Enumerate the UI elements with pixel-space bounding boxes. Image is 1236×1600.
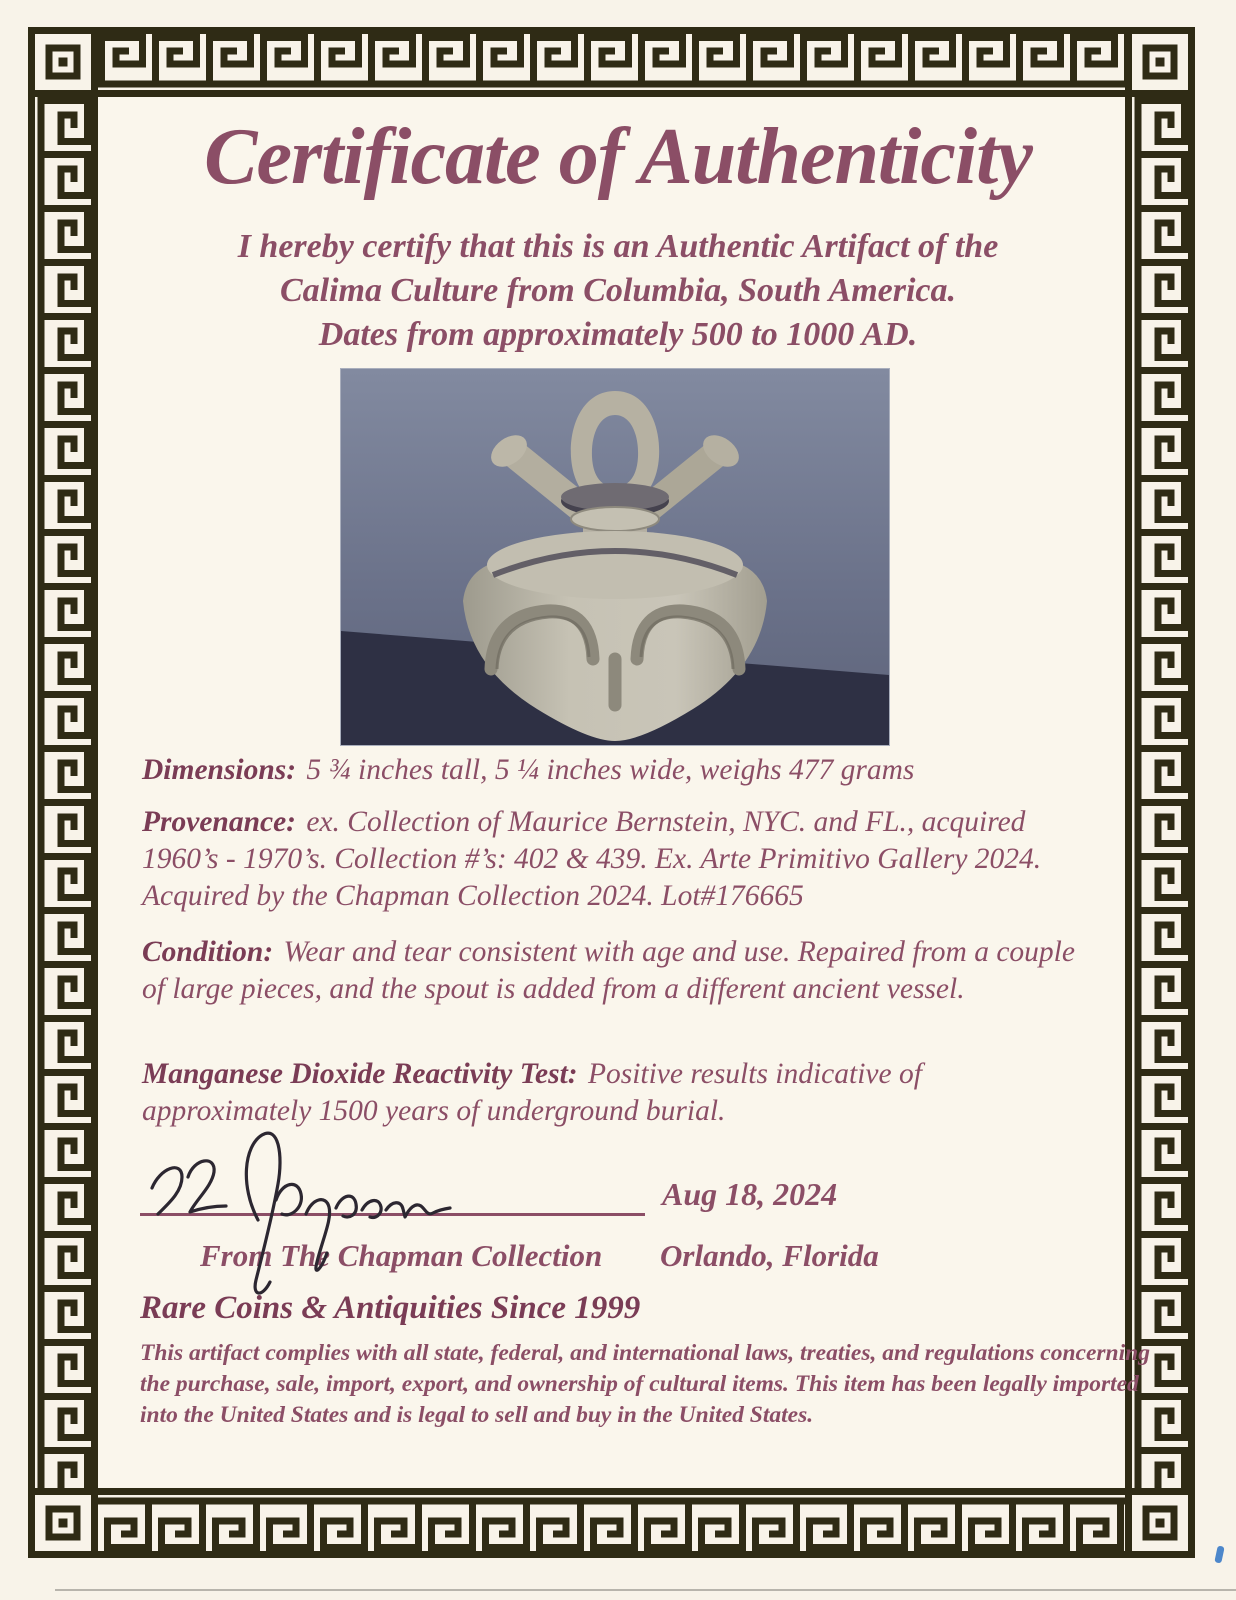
reactivity-test-label: Manganese Dioxide Reactivity Test: [142,1058,578,1090]
intro-line-3: Dates from approximately 500 to 1000 AD. [318,316,918,353]
condition-paragraph [142,934,1082,1008]
issuer-location: Orlando, Florida [660,1238,879,1273]
intro-line-1: I hereby certify that this is an Authentic Artifact of the [237,228,999,265]
reactivity-test-text: Positive results indicative of approximately 1500 years of underground burial. [142,1058,922,1127]
reactivity-test-paragraph [142,1056,1082,1130]
provenance-label: Provenance: [142,806,297,838]
provenance-paragraph [142,804,1082,915]
scan-edge-line [55,1589,1236,1591]
condition-label: Condition: [142,936,274,968]
artifact-photo [341,369,889,745]
issuer-tagline: Rare Coins & Antiquities Since 1999 [140,1290,641,1326]
blue-pen-mark [1214,1545,1224,1563]
certificate-title: Certificate of Authenticity [204,113,1032,201]
signature-date: Aug 18, 2024 [662,1176,838,1212]
dimensions-text: 5 ¾ inches tall, 5 ¼ inches wide, weighs 477 grams [306,754,915,786]
intro-line-2: Calima Culture from Columbia, South America. [279,272,957,309]
dimensions-paragraph [142,752,1082,789]
handwritten-signature [130,1122,550,1322]
condition-text: Wear and tear consistent with age and use. Repaired from a couple of large pieces, and the spout is added from a different ancient vessel. [142,936,1075,1005]
provenance-text: ex. Collection of Maurice Bernstein, NYC. and FL., acquired 1960’s - 1970’s. Collection #’s: 402 & 439. Ex. Arte Primitivo Gallery 2024. Acquired by the Chapman Collection 2024. Lot#176665 [142,806,1042,912]
issuer-name: From The Chapman Collection [200,1238,603,1273]
legal-disclaimer: This artifact complies with all state, federal, and international laws, treaties, and regulations concerning the purchase, sale, import, export, and ownership of cultural items. This item has been legally imported into the United States and is legal to sell and buy in the United States. [140,1340,1150,1428]
dimensions-label: Dimensions: [142,754,297,786]
